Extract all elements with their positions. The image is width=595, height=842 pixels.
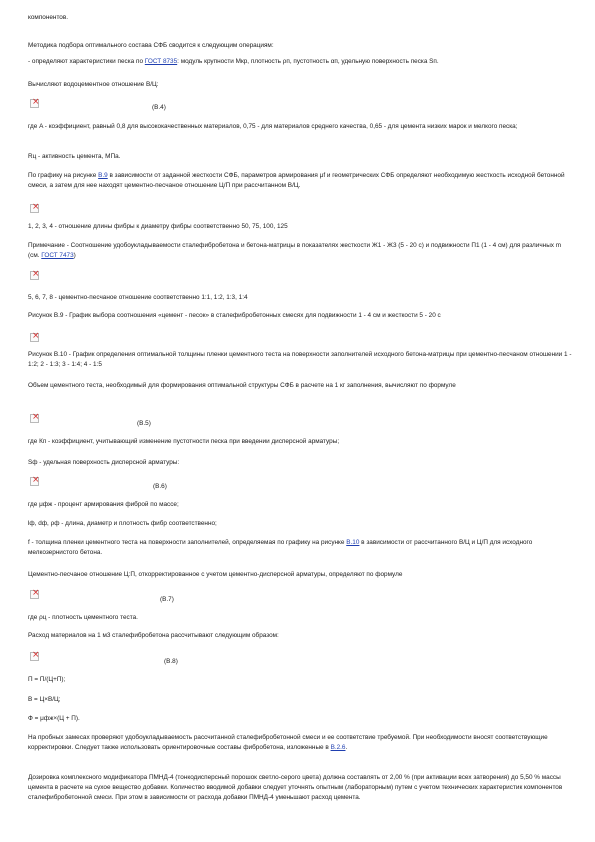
broken-image-icon — [30, 414, 39, 423]
formula-line: Ф = μфж×(Ц + П). — [28, 715, 80, 722]
broken-image-icon — [30, 99, 39, 108]
paragraph — [28, 241, 573, 261]
text-run: - определяют характеристики песка по — [28, 58, 145, 65]
text-run: в зависимости от рассчитанного В/Ц и Ц/П для исходного мелкозернистого бетона. — [28, 539, 533, 556]
paragraph: Дозировка комплексного модификатора ПМНД-4 (тонкодисперсный порошок светло-серого цвета) должна составлять от 2,00 % (при активации всех затворения) до 5,50 % массы цемента в расчете на сухое вещество добавки. Количество вводимой добавки следует уточнять опытным (лабораторным) путем с учетом технических характеристик компонентов сталефибробетонной смеси. При этом в зависимости от расхода добавки ПМНД-4 уменьшают расход цемента. — [28, 774, 563, 801]
paragraph: Расход материалов на 1 м3 сталефибробетона рассчитывают следующим образом: — [28, 632, 279, 639]
paragraph: 1, 2, 3, 4 - отношение длины фибры к диаметру фибры соответственно 50, 75, 100, 125 — [28, 223, 288, 230]
broken-image-icon — [30, 333, 39, 342]
paragraph — [28, 733, 573, 753]
equation-number: (В.4) — [152, 104, 166, 111]
text-run: По графику на рисунке — [28, 172, 99, 179]
text-run: f - толщина пленки цементного теста на поверхности заполнителей, определяемая по графику на рисунке — [28, 539, 347, 546]
paragraph: компонентов. — [28, 14, 69, 21]
paragraph — [28, 538, 573, 558]
equation-number: (В.8) — [164, 658, 178, 665]
equation-number: (В.7) — [160, 596, 174, 603]
gost-8735-link[interactable]: ГОСТ 8735 — [144, 58, 178, 65]
gost-7473-link[interactable]: ГОСТ 7473 — [41, 251, 74, 259]
paragraph — [28, 57, 573, 67]
text-run: На пробных замесах проверяют удобоукладываемость рассчитанной сталефибробетонной смеси и ее соответствие требуемой. При необходимости вносят соответствующие корректировки. Следует также использовать ориентировочные составы фибробетона, изложенные в — [28, 734, 548, 751]
paragraph — [28, 171, 573, 191]
paragraph: Методика подбора оптимального состава СФБ сводится к следующим операциям: — [28, 42, 274, 49]
figure-caption: Рисунок В.10 - График определения оптимальной толщины пленки цементного теста на поверхности заполнителей исходного бетона-матрицы при цементно-песчаном отношении 1 - 1:2; 2 - 1:3; 3 - 1:4; 4 - 1:5 — [28, 351, 572, 368]
paragraph: где Кп - коэффициент, учитывающий изменение пустотности песка при введении дисперсной арматуры; — [28, 438, 340, 445]
broken-image-icon — [30, 590, 39, 599]
figure-b10-link[interactable]: В.10 — [346, 539, 360, 546]
paragraph: Вычисляют водоцементное отношение В/Ц: — [28, 81, 159, 88]
figure-b9-link[interactable]: В.9 — [98, 172, 108, 179]
formula-line: П = П/(Ц+П); — [28, 676, 66, 683]
figure-caption: Рисунок В.9 - График выбора соотношения «цемент - песок» в сталефибробетонных смесях для подвижности 1 - 4 см и жесткости 5 - 20 с — [28, 312, 441, 319]
broken-image-icon — [30, 652, 39, 661]
paragraph: 5, 6, 7, 8 - цементно-песчаное отношение соответственно 1:1, 1:2, 1:3, 1:4 — [28, 294, 248, 301]
paragraph: где A - коэффициент, равный 0,8 для высококачественных материалов, 0,75 - для материалов среднего качества, 0,65 - для цемента низких марок и мелкого песка; — [28, 123, 518, 130]
paragraph: где μфж - процент армирования фиброй по массе; — [28, 501, 179, 508]
text-run: в зависимости от заданной жесткости СФБ, параметров армирования μf и геометрических СФБ определяют необходимую жесткость исходной бетонной смеси, а затем для нее находят цементно-песчаное отношение Ц/П при рассчитанном В/Ц. — [28, 172, 565, 189]
paragraph: lф, dф, ρф - длина, диаметр и плотность фибр соответственно; — [28, 520, 217, 527]
text-run: ) — [73, 251, 76, 259]
paragraph: Rц - активность цемента, МПа. — [28, 153, 121, 160]
text-run: . — [345, 743, 348, 751]
equation-number: (В.5) — [137, 420, 151, 427]
paragraph: Цементно-песчаное отношение Ц:П, откорректированное с учетом цементно-дисперсной арматуры, определяют по формуле — [28, 571, 403, 578]
paragraph: Объем цементного теста, необходимый для формирования оптимальной структуры СФБ в расчете на 1 кг заполнения, вычисляют по формуле — [28, 382, 456, 389]
paragraph: где ρц - плотность цементного теста. — [28, 614, 138, 621]
text-run: : модуль крупности Мкр, плотность ρп, пустотность αп, удельную поверхность песка Sп. — [177, 58, 439, 65]
broken-image-icon — [30, 477, 39, 486]
text-run: Примечание - Соотношение удобоукладываемости сталефибробетона и бетона-матрицы в показателях жесткости Ж1 - Ж3 (5 - 20 с) и подвижности П1 (1 - 4 см) для различных m (см. — [28, 242, 562, 259]
formula-line: В = Ц×В/Ц; — [28, 696, 61, 703]
section-b26-link[interactable]: В.2.6 — [330, 743, 346, 751]
broken-image-icon — [30, 204, 39, 213]
equation-number: (В.6) — [153, 483, 167, 490]
broken-image-icon — [30, 271, 39, 280]
paragraph: Sф - удельная поверхность дисперсной арматуры: — [28, 459, 180, 466]
